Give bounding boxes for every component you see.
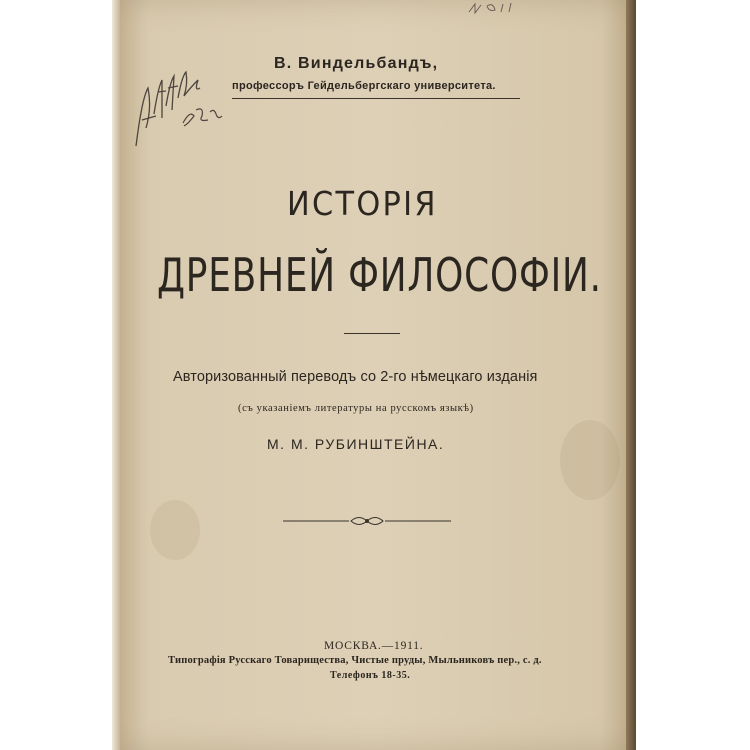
title-line-1: ИСТОРІЯ	[287, 184, 438, 223]
title-line-2: ДРЕВНЕЙ ФИЛОСОФІИ.	[157, 248, 602, 302]
page-edge	[112, 0, 120, 750]
paper-stain	[560, 420, 620, 500]
subtitle-line-1: Авторизованный переводъ со 2-го нѣмецкаго изданія	[173, 369, 538, 385]
ornament-divider	[283, 512, 451, 530]
divider-rule	[232, 98, 520, 99]
spine-shadow	[626, 0, 636, 750]
phone-line: Телефонъ 18-35.	[330, 670, 411, 681]
paper-stain	[150, 500, 200, 560]
subtitle-line-2: (съ указаніемъ литературы на русскомъ языкѣ)	[238, 403, 474, 414]
author-name: В. Виндельбандъ,	[274, 55, 439, 72]
handwritten-number-mark	[465, 0, 525, 20]
translator-name: М. М. РУБИНШТЕЙНА.	[267, 436, 445, 452]
short-divider	[344, 333, 400, 334]
handwritten-signature	[128, 58, 228, 154]
author-affiliation: профессоръ Гейдельбергскаго университета.	[232, 80, 496, 92]
publication-city-year: МОСКВА.—1911.	[324, 640, 424, 652]
printer-line: Типографія Русскаго Товарищества, Чистые пруды, Мыльниковъ пер., с. д.	[168, 655, 542, 666]
